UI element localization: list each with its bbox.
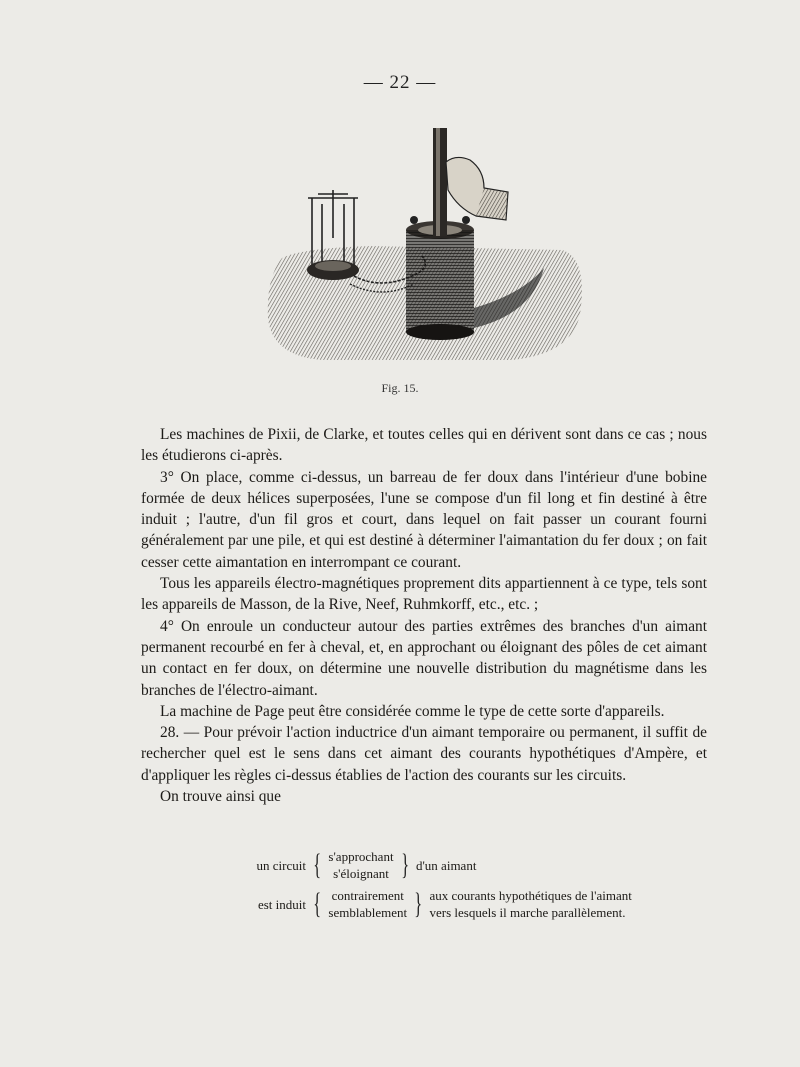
rule-option: semblablement <box>328 905 408 920</box>
paragraph: La machine de Page peut être considérée comme le type de cette sorte d'appareils. <box>160 702 665 720</box>
paragraph: Tous les appareils électro-magnétiques proprement dits appartiennent à ce type, tels sont les appareils de Masson, de la Rive, Neef, Ruhmkorff, etc., etc. ; <box>141 575 707 614</box>
rule-lead: un circuit <box>256 857 306 873</box>
paragraph: On trouve ainsi que <box>160 788 281 806</box>
rule-row <box>240 887 660 921</box>
brace-glyph: } <box>400 848 409 881</box>
rule-option: contrairement <box>331 888 404 903</box>
page-number: — 22 — <box>363 72 437 93</box>
rule-tail-line: vers lesquels il marche parallèlement. <box>429 905 626 920</box>
brace-glyph: { <box>313 848 322 881</box>
rule-options <box>328 848 393 882</box>
rule-tail <box>416 857 476 874</box>
brace-glyph: } <box>414 887 423 920</box>
figure-15-illustration <box>262 118 592 376</box>
body-text <box>141 424 707 807</box>
rule-lead: est induit <box>257 896 306 912</box>
paragraph: 4° On enroule un conducteur autour des parties extrêmes des branches d'un aimant permanent recourbé en fer à cheval, et, en approchant ou éloignant des pôles de cet aimant un contact en fer doux, on détermine une nouvelle distribution du magnétisme dans les branches de l'électro-aimant. <box>141 617 707 699</box>
rule-tail-line: aux courants hypothétiques de l'aimant <box>429 888 632 903</box>
engraving-coil-and-galvanometer <box>262 118 592 376</box>
brace-glyph: { <box>313 887 322 920</box>
paragraph: 3° On place, comme ci-dessus, un barreau de fer doux dans l'intérieur d'une bobine formée de deux hélices superposées, l'une se compose d'un fil long et fin destiné à être induit ; l'autre, d'un fil gros et court, dans lequel on fait passer un courant fourni généralement par une pile, et qui est destiné à déterminer l'aimantation du fer doux ; on fait cesser cette aimantation en interrompant ce courant. <box>141 468 707 571</box>
rule-tail <box>430 887 632 921</box>
rule-option: s'éloignant <box>333 866 389 881</box>
paragraph: Les machines de Pixii, de Clarke, et toutes celles qui en dérivent sont dans ce cas ; nous les étudierons ci-après. <box>141 426 707 465</box>
figure-caption: Fig. 15. <box>381 381 419 395</box>
rule-options <box>328 887 407 921</box>
rule-option: s'approchant <box>328 849 394 864</box>
rule-row <box>240 848 660 882</box>
rule-tail-line: d'un aimant <box>415 857 477 873</box>
induction-rules-table <box>240 848 660 926</box>
paragraph: 28. — Pour prévoir l'action inductrice d'un aimant temporaire ou permanent, il suffit de rechercher quel est le sens dans cet aimant des courants hypothétiques d'Ampère, et d'appliquer les règles ci-dessus établies de l'action des courants sur les circuits. <box>141 724 707 784</box>
